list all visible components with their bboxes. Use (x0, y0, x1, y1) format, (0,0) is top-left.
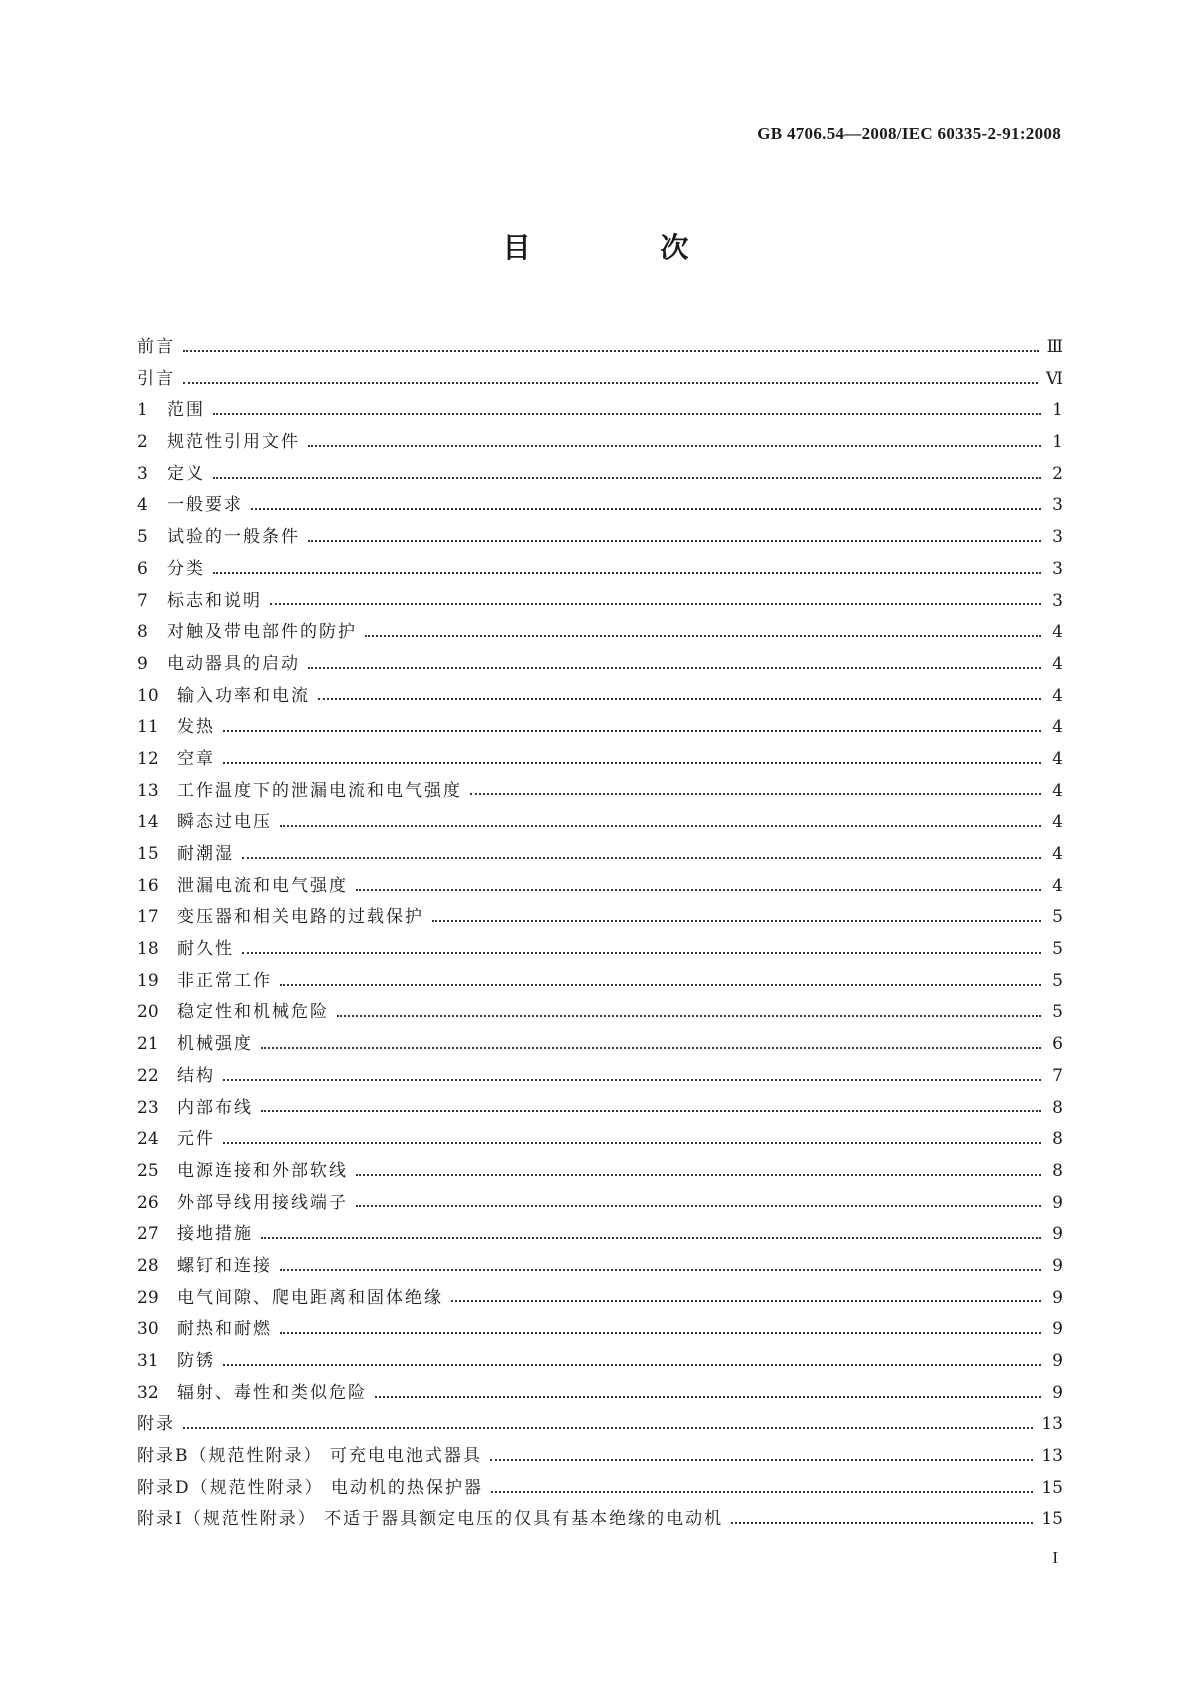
toc-entry-page: 3 (1052, 590, 1063, 611)
toc-entry-label: 泄漏电流和电气强度 (177, 875, 348, 896)
toc-entry[interactable] (137, 681, 1063, 713)
dot-leader (280, 825, 1041, 827)
toc-entry-page: 4 (1052, 812, 1063, 833)
toc-entry-label: 结构 (177, 1065, 215, 1086)
toc-entry-label: 螺钉和连接 (177, 1255, 272, 1276)
toc-entry-label: 前言 (137, 337, 175, 357)
toc-entry[interactable] (137, 1346, 1063, 1378)
toc-entry-number: 9 (137, 653, 148, 674)
dot-leader (280, 984, 1041, 986)
dot-leader (318, 698, 1041, 700)
toc-entry[interactable] (137, 1378, 1063, 1410)
toc-entry-label: 电动器具的启动 (167, 653, 300, 674)
toc-entry[interactable] (137, 1188, 1063, 1220)
toc-entry-page: 9 (1052, 1192, 1063, 1213)
toc-entry-page: 2 (1052, 463, 1063, 484)
toc-entry-page: 4 (1052, 844, 1063, 864)
toc-entry-number: 17 (137, 907, 159, 928)
toc-entry-number: 29 (137, 1287, 159, 1308)
toc-entry-label: 耐久性 (177, 939, 234, 960)
toc-entry[interactable] (137, 427, 1063, 459)
toc-entry-number: 22 (137, 1065, 159, 1086)
dot-leader (183, 1427, 1033, 1429)
toc-entry[interactable] (137, 1093, 1063, 1125)
toc-entry-number: 13 (137, 780, 159, 801)
dot-leader (261, 1237, 1041, 1239)
toc-entry-number: 14 (137, 812, 159, 833)
toc-entry-number: 21 (137, 1034, 159, 1055)
toc-entry-page: 5 (1052, 939, 1063, 960)
toc-entry-label: 电气间隙、爬电距离和固体绝缘 (177, 1287, 443, 1308)
toc-entry-number: 28 (137, 1255, 159, 1276)
toc-entry-page: 8 (1052, 1160, 1063, 1181)
toc-entry-page: 1 (1052, 400, 1063, 421)
toc-entry[interactable] (137, 1124, 1063, 1156)
toc-entry-label: 工作温度下的泄漏电流和电气强度 (177, 780, 462, 801)
dot-leader (213, 413, 1041, 415)
toc-entry-number: 15 (137, 844, 159, 864)
toc-entry-number: 19 (137, 970, 159, 991)
toc-entry-label: 非正常工作 (177, 970, 272, 991)
toc-entry[interactable] (137, 902, 1063, 934)
toc-entry-page: 5 (1052, 970, 1063, 991)
toc-entry-number: 32 (137, 1382, 159, 1403)
toc-entry[interactable] (137, 364, 1063, 396)
toc-entry-label: 内部布线 (177, 1097, 253, 1118)
toc-entry-label: 电源连接和外部软线 (177, 1160, 348, 1181)
page-number: I (1052, 1548, 1058, 1567)
dot-leader (270, 603, 1041, 605)
dot-leader (470, 793, 1041, 795)
dot-leader (213, 477, 1041, 479)
dot-leader (213, 572, 1041, 574)
toc-entry-label: 一般要求 (167, 495, 243, 516)
standard-number-header: GB 4706.54—2008/IEC 60335-2-91:2008 (757, 124, 1061, 143)
toc-entry-label: 附录B（规范性附录） 可充电电池式器具 (137, 1446, 482, 1467)
toc-entry-page: 5 (1052, 907, 1063, 928)
table-of-contents (137, 332, 1063, 1536)
toc-entry[interactable] (137, 1473, 1063, 1505)
toc-entry-label: 引言 (137, 368, 175, 389)
toc-entry-number: 18 (137, 939, 159, 960)
toc-entry-number: 23 (137, 1097, 159, 1118)
toc-entry[interactable] (137, 1219, 1063, 1251)
toc-entry-page: Ⅵ (1045, 368, 1063, 389)
toc-entry-number: 1 (137, 400, 148, 421)
toc-entry[interactable] (137, 934, 1063, 966)
toc-entry-label: 附录 (137, 1414, 175, 1435)
toc-entry-number: 26 (137, 1192, 159, 1213)
toc-entry-page: 15 (1041, 1509, 1063, 1530)
toc-entry-page: 4 (1052, 717, 1063, 738)
dot-leader (223, 762, 1041, 764)
toc-entry-number: 30 (137, 1319, 159, 1340)
dot-leader (451, 1300, 1041, 1302)
toc-entry-label: 辐射、毒性和类似危险 (177, 1382, 367, 1403)
toc-entry[interactable] (137, 1156, 1063, 1188)
toc-entry-number: 4 (137, 495, 148, 516)
toc-entry[interactable] (137, 807, 1063, 839)
toc-entry-page: 8 (1052, 1097, 1063, 1118)
toc-entry-label: 接地措施 (177, 1224, 253, 1245)
toc-entry[interactable] (137, 1314, 1063, 1346)
dot-leader (356, 1174, 1041, 1176)
toc-entry-page: 4 (1052, 780, 1063, 801)
toc-entry-page: 6 (1052, 1034, 1063, 1055)
toc-entry-number: 8 (137, 622, 148, 643)
toc-entry[interactable] (137, 459, 1063, 491)
toc-entry-label: 瞬态过电压 (177, 812, 272, 833)
toc-entry-label: 元件 (177, 1129, 215, 1150)
toc-entry-page: 3 (1052, 527, 1063, 548)
page-title: 目 次 (502, 231, 749, 264)
toc-entry[interactable] (137, 554, 1063, 586)
toc-entry-label: 输入功率和电流 (177, 685, 310, 706)
dot-leader (432, 920, 1041, 922)
toc-entry-number: 5 (137, 527, 148, 548)
dot-leader (365, 635, 1041, 637)
toc-entry-number: 11 (137, 717, 159, 738)
toc-entry[interactable] (137, 395, 1063, 427)
toc-entry-label: 附录D（规范性附录） 电动机的热保护器 (137, 1477, 484, 1498)
toc-entry-number: 27 (137, 1224, 159, 1245)
toc-entry-page: 15 (1041, 1477, 1063, 1498)
toc-entry-number: 31 (137, 1351, 159, 1371)
toc-entry-label: 外部导线用接线端子 (177, 1192, 348, 1213)
dot-leader (491, 1491, 1033, 1493)
toc-entry-label: 变压器和相关电路的过载保护 (177, 907, 424, 928)
toc-entry-page: 1 (1052, 432, 1063, 453)
toc-entry-number: 7 (137, 590, 148, 611)
toc-entry-number: 2 (137, 432, 148, 453)
toc-entry[interactable] (137, 839, 1063, 871)
toc-entry-label: 附录I（规范性附录） 不适于器具额定电压的仅具有基本绝缘的电动机 (137, 1509, 724, 1530)
toc-entry[interactable] (137, 1251, 1063, 1283)
toc-entry-label: 规范性引用文件 (167, 432, 300, 453)
toc-entry-number: 6 (137, 558, 148, 579)
toc-entry-number: 20 (137, 1002, 159, 1023)
toc-entry[interactable] (137, 1441, 1063, 1473)
dot-leader (223, 1142, 1041, 1144)
dot-leader (223, 1079, 1041, 1081)
dot-leader (280, 1332, 1041, 1334)
dot-leader (242, 952, 1041, 954)
dot-leader (261, 1047, 1041, 1049)
toc-entry-label: 对触及带电部件的防护 (167, 622, 357, 643)
dot-leader (308, 540, 1041, 542)
toc-entry-page: 4 (1052, 622, 1063, 643)
toc-entry[interactable] (137, 776, 1063, 808)
toc-entry[interactable] (137, 1504, 1063, 1536)
toc-entry-page: 5 (1052, 1002, 1063, 1023)
dot-leader (375, 1396, 1041, 1398)
toc-entry-page: 9 (1052, 1319, 1063, 1340)
toc-entry[interactable] (137, 490, 1063, 522)
toc-entry-label: 机械强度 (177, 1034, 253, 1055)
toc-entry-label: 稳定性和机械危险 (177, 1002, 329, 1023)
toc-entry-page: 4 (1052, 685, 1063, 706)
toc-entry-page: 4 (1052, 748, 1063, 769)
toc-entry-page: 9 (1052, 1382, 1063, 1403)
toc-entry-label: 发热 (177, 717, 215, 738)
dot-leader (308, 667, 1041, 669)
toc-entry-label: 耐潮湿 (177, 844, 234, 864)
toc-entry[interactable] (137, 586, 1063, 618)
toc-entry-page: 4 (1052, 875, 1063, 896)
toc-entry-page: 3 (1052, 495, 1063, 516)
toc-entry-page: 8 (1052, 1129, 1063, 1150)
toc-entry-label: 防锈 (177, 1351, 215, 1371)
dot-leader (183, 350, 1039, 352)
toc-entry[interactable] (137, 1283, 1063, 1315)
toc-entry-number: 16 (137, 875, 159, 896)
toc-entry-number: 25 (137, 1160, 159, 1181)
toc-entry[interactable] (137, 649, 1063, 681)
dot-leader (490, 1459, 1033, 1461)
toc-entry-number: 3 (137, 463, 148, 484)
toc-entry[interactable] (137, 1409, 1063, 1441)
toc-entry-number: 24 (137, 1129, 159, 1150)
dot-leader (223, 1364, 1041, 1366)
toc-entry-page: 13 (1041, 1414, 1063, 1435)
toc-entry[interactable] (137, 1029, 1063, 1061)
toc-entry-page: Ⅲ (1046, 337, 1063, 357)
toc-entry-label: 空章 (177, 748, 215, 769)
toc-entry-page: 9 (1052, 1224, 1063, 1245)
toc-entry[interactable] (137, 744, 1063, 776)
dot-leader (223, 730, 1041, 732)
toc-entry[interactable] (137, 966, 1063, 998)
dot-leader (242, 857, 1041, 859)
toc-entry[interactable] (137, 871, 1063, 903)
toc-entry-page: 9 (1052, 1287, 1063, 1308)
dot-leader (251, 508, 1041, 510)
toc-entry-page: 9 (1052, 1255, 1063, 1276)
toc-entry[interactable] (137, 997, 1063, 1029)
dot-leader (731, 1522, 1033, 1524)
toc-entry-label: 耐热和耐燃 (177, 1319, 272, 1340)
dot-leader (356, 889, 1041, 891)
toc-entry-label: 范围 (167, 400, 205, 421)
toc-entry-number: 12 (137, 748, 159, 769)
toc-entry-label: 定义 (167, 463, 205, 484)
toc-entry-page: 4 (1052, 653, 1063, 674)
toc-entry-label: 试验的一般条件 (167, 527, 300, 548)
toc-entry-page: 3 (1052, 558, 1063, 579)
toc-entry[interactable] (137, 617, 1063, 649)
toc-entry-number: 10 (137, 685, 159, 706)
dot-leader (356, 1205, 1041, 1207)
toc-entry-page: 13 (1041, 1446, 1063, 1467)
toc-entry-page: 7 (1052, 1065, 1063, 1086)
toc-entry-page: 9 (1052, 1351, 1063, 1371)
dot-leader (261, 1110, 1041, 1112)
dot-leader (280, 1269, 1041, 1271)
toc-entry-label: 分类 (167, 558, 205, 579)
dot-leader (183, 382, 1038, 384)
dot-leader (308, 445, 1041, 447)
dot-leader (337, 1015, 1041, 1017)
toc-entry-label: 标志和说明 (167, 590, 262, 611)
toc-entry[interactable] (137, 522, 1063, 554)
toc-entry[interactable] (137, 1061, 1063, 1093)
toc-entry[interactable] (137, 712, 1063, 744)
toc-entry[interactable] (137, 332, 1063, 364)
